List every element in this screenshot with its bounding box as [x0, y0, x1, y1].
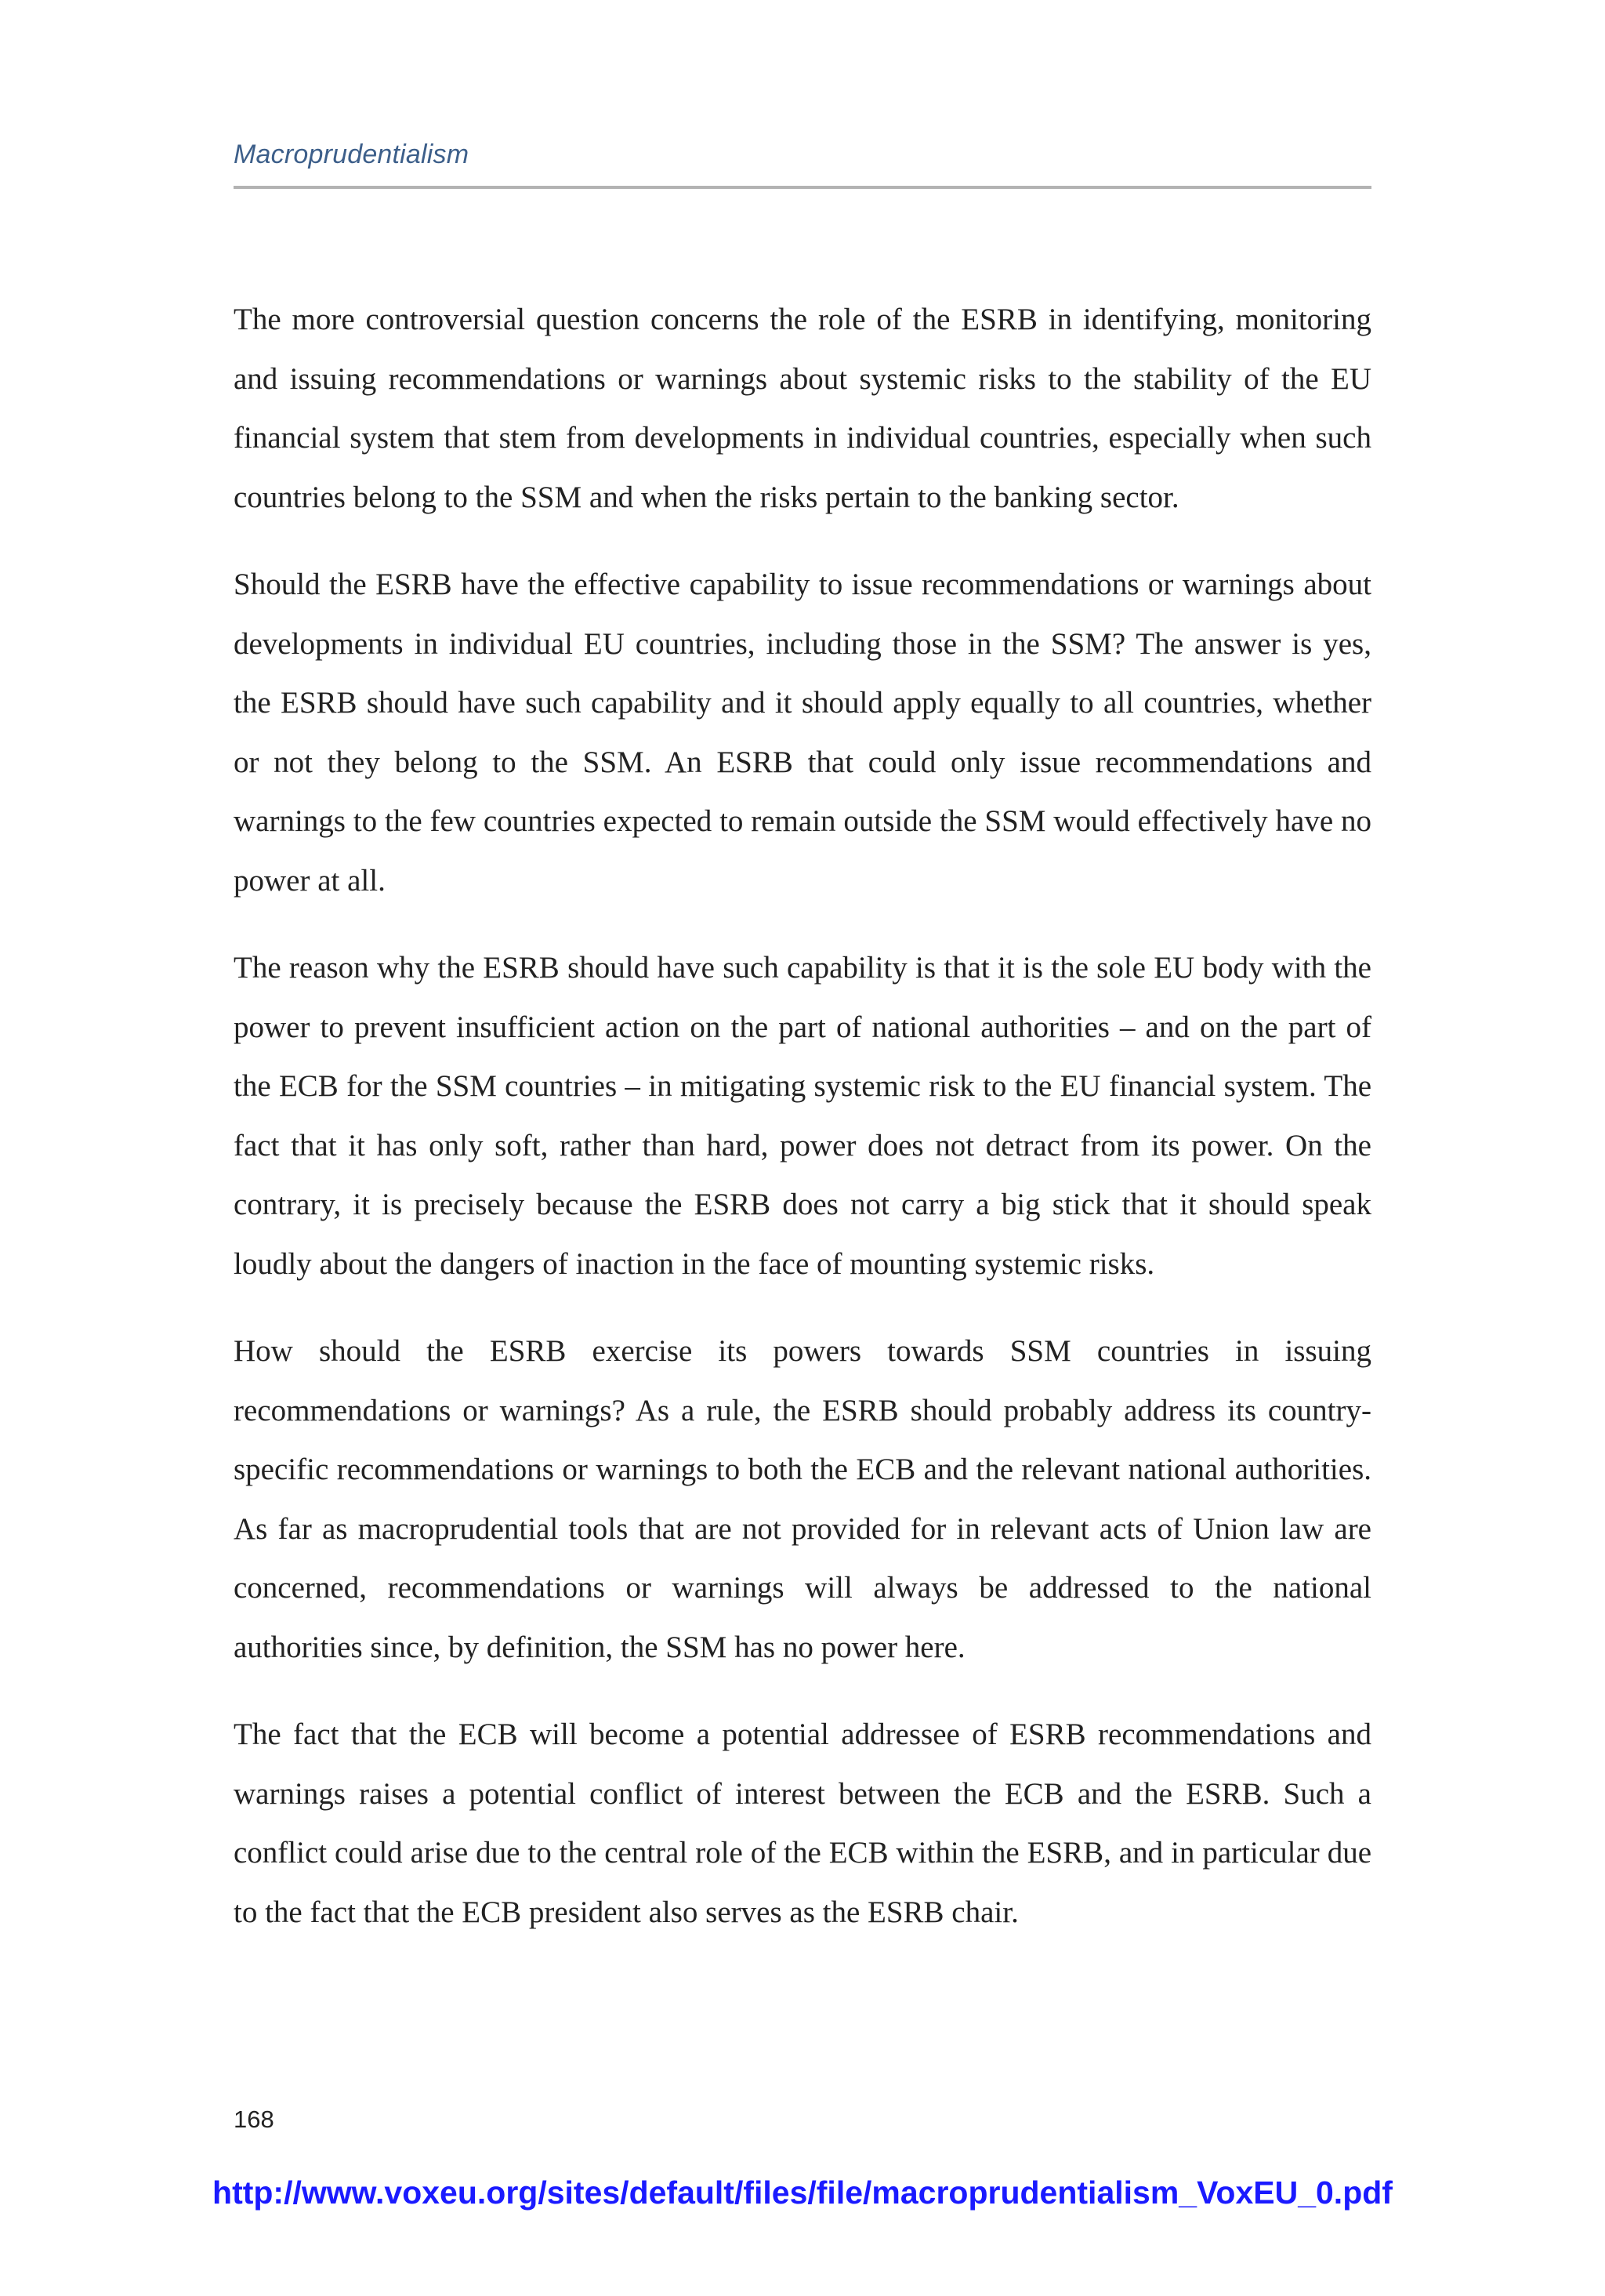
source-url-link[interactable]: http://www.voxeu.org/sites/default/files/file/macroprudentialism_VoxEU_0.pdf — [212, 2174, 1393, 2211]
body-text — [234, 290, 1371, 1970]
paragraph-3: The reason why the ESRB should have such capability is that it is the sole EU body with the power to prevent insufficient action on the part of national authorities – and on the part of the ECB for the SSM countries – in mitigating systemic risk to the EU financial system. The fact that it has only soft, rather than hard, power does not detract from its power. On the contrary, it is precisely because the ESRB does not carry a big stick that it should speak loudly about the dangers of inaction in the face of mounting systemic risks. — [234, 951, 1371, 1281]
header-divider — [234, 186, 1371, 189]
page-number: 168 — [234, 2106, 274, 2133]
paragraph-1: The more controversial question concerns the role of the ESRB in identifying, monitoring and issuing recommendations or warnings about systemic risks to the stability of the EU financial system that stem from developments in individual countries, especially when such countries belong to the SSM and when the risks pertain to the banking sector. — [234, 303, 1371, 514]
paragraph-5: The fact that the ECB will become a potential addressee of ESRB recommendations and warnings raises a potential conflict of interest between the ECB and the ESRB. Such a conflict could arise due to the central role of the ECB within the ESRB, and in particular due to the fact that the ECB president also serves as the ESRB chair. — [234, 1717, 1371, 1929]
running-head-title: Macroprudentialism — [234, 140, 469, 169]
paragraph-4: How should the ESRB exercise its powers towards SSM countries in issuing recommendations or warnings? As a rule, the ESRB should probably address its country-specific recommendations or warnings to both the ECB and the relevant national authorities. As far as macroprudential tools that are not provided for in relevant acts of Union law are concerned, recommendations or warnings will always be addressed to the national authorities since, by definition, the SSM has no power here. — [234, 1334, 1371, 1664]
paragraph-2: Should the ESRB have the effective capability to issue recommendations or warnings about developments in individual EU countries, including those in the SSM? The answer is yes, the ESRB should have such capability and it should apply equally to all countries, whether or not they belong to the SSM. An ESRB that could only issue recommendations and warnings to the few countries expected to remain outside the SSM would effectively have no power at all. — [234, 568, 1371, 898]
